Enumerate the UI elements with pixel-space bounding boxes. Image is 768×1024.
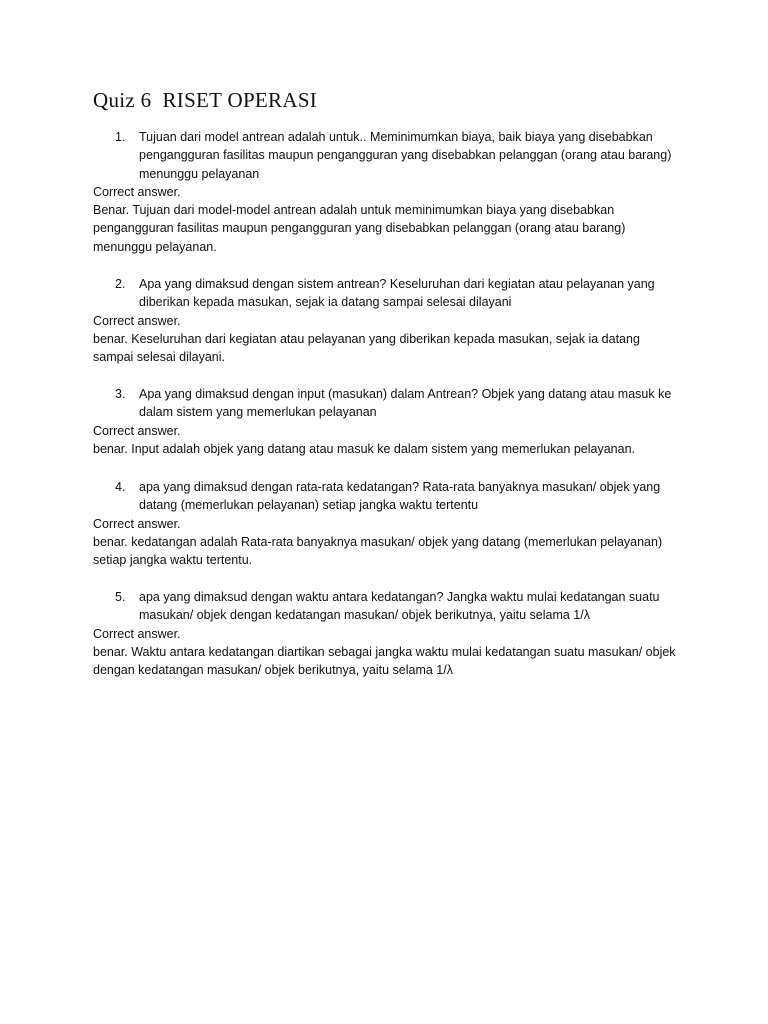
answer-explanation: benar. Waktu antara kedatangan diartikan sebagai jangka waktu mulai kedatangan suatu masukan/ objek dengan kedatangan masukan/ objek berikutnya, yaitu selama 1/λ xyxy=(93,644,676,678)
correct-answer-label: Correct answer. xyxy=(93,626,181,641)
correct-answer-label: Correct answer. xyxy=(93,313,181,328)
correct-answer-label: Correct answer. xyxy=(93,516,181,531)
question-1 xyxy=(93,128,683,183)
quiz-item-1 xyxy=(93,128,683,256)
question-4 xyxy=(93,478,683,515)
quiz-item-3 xyxy=(93,385,683,458)
answer-explanation: benar. kedatangan adalah Rata-rata banyaknya masukan/ objek yang datang (memerlukan pelayanan) setiap jangka waktu tertentu. xyxy=(93,534,663,568)
quiz-item-4 xyxy=(93,478,683,569)
question-text: Tujuan dari model antrean adalah untuk.. Meminimumkan biaya, baik biaya yang disebabkan pengangguran fasilitas maupun pengangguran yang disebabkan pelanggan (orang atau barang) menunggu pelayanan xyxy=(139,130,672,181)
quiz-item-2 xyxy=(93,275,683,366)
question-number: 1. xyxy=(115,130,126,144)
question-text: apa yang dimaksud dengan waktu antara kedatangan? Jangka waktu mulai kedatangan suatu masukan/ objek dengan kedatangan masukan/ objek berikutnya, yaitu selama 1/λ xyxy=(139,590,660,623)
answer-explanation: Benar. Tujuan dari model-model antrean adalah untuk meminimumkan biaya yang disebabkan pengangguran fasilitas maupun pengangguran yang disebabkan pelanggan (orang atau barang) menunggu pelayanan. xyxy=(93,203,626,254)
question-text: Apa yang dimaksud dengan sistem antrean? Keseluruhan dari kegiatan atau pelayanan yang diberikan kepada masukan, sejak ia datang sampai selesai dilayani xyxy=(139,277,655,310)
quiz-item-5 xyxy=(93,588,683,679)
correct-answer-label: Correct answer. xyxy=(93,184,181,199)
question-3 xyxy=(93,385,683,422)
question-number: 4. xyxy=(115,480,126,494)
answer-explanation: benar. Keseluruhan dari kegiatan atau pelayanan yang diberikan kepada masukan, sejak ia datang sampai selesai dilayani. xyxy=(93,331,640,365)
answer-explanation: benar. Input adalah objek yang datang atau masuk ke dalam sistem yang memerlukan pelayanan. xyxy=(93,441,636,456)
question-5 xyxy=(93,588,683,625)
question-number: 2. xyxy=(115,277,126,291)
correct-answer-label: Correct answer. xyxy=(93,423,181,438)
question-number: 3. xyxy=(115,387,126,401)
question-2 xyxy=(93,275,683,312)
question-number: 5. xyxy=(115,590,126,604)
question-text: apa yang dimaksud dengan rata-rata kedatangan? Rata-rata banyaknya masukan/ objek yang datang (memerlukan pelayanan) setiap jangka waktu tertentu xyxy=(139,480,661,513)
page-title: Quiz 6 RISET OPERASI xyxy=(93,88,318,112)
question-text: Apa yang dimaksud dengan input (masukan) dalam Antrean? Objek yang datang atau masuk ke dalam sistem yang memerlukan pelayanan xyxy=(139,387,672,420)
